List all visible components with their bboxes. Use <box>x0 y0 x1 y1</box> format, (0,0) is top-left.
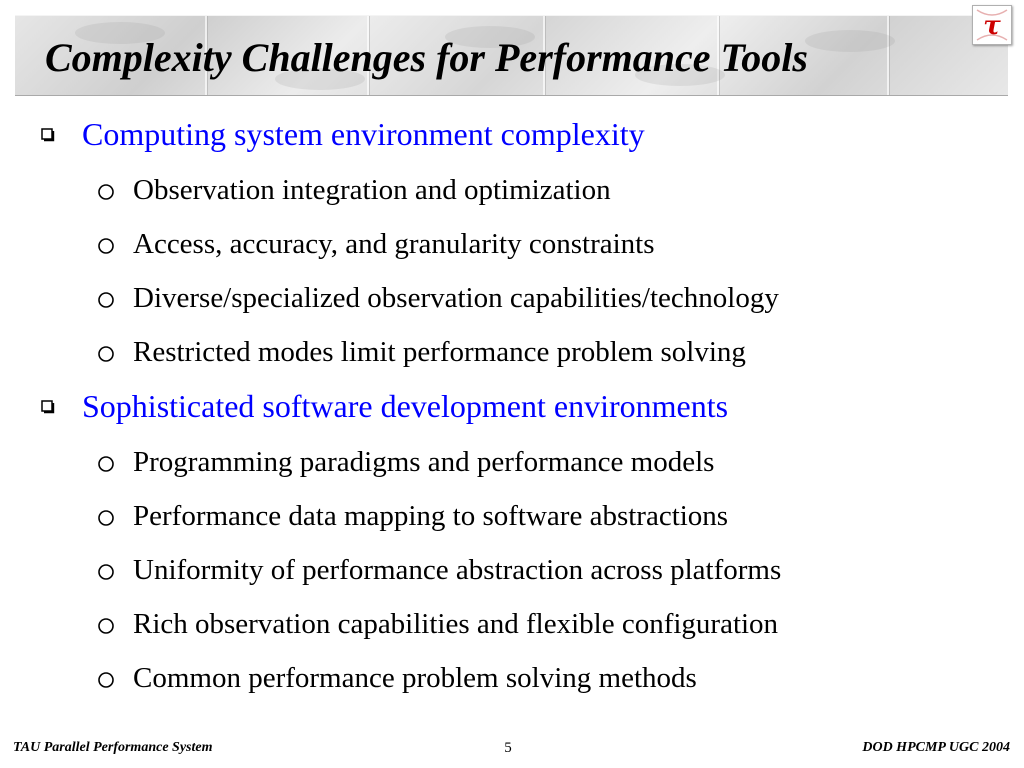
square-checkbox-icon <box>41 128 55 142</box>
sub-bullet-item <box>0 218 1024 272</box>
sub-bullet-item <box>0 164 1024 218</box>
open-circle-bullet-icon <box>96 236 116 256</box>
slide-title: Complexity Challenges for Performance Tools <box>45 35 808 80</box>
sub-bullet-item <box>0 272 1024 326</box>
footer-right-text: DOD HPCMP UGC 2004 <box>862 740 1010 755</box>
texture-seam <box>887 16 889 95</box>
open-circle-bullet-icon <box>96 182 116 202</box>
tau-logo-graphic <box>973 6 1011 44</box>
sub-bullet-item <box>0 544 1024 598</box>
page-number: 5 <box>504 740 512 756</box>
bullet-text: Sophisticated software development environments <box>82 388 729 424</box>
sub-bullet-item <box>0 326 1024 380</box>
square-checkbox-icon <box>41 400 55 414</box>
sub-bullet-item <box>0 652 1024 706</box>
sub-bullet-text: Diverse/specialized observation capabilities/technology <box>133 282 779 314</box>
slide-footer <box>0 740 1024 762</box>
bullet-list <box>0 108 1024 706</box>
sub-bullet-text: Programming paradigms and performance models <box>133 446 715 478</box>
sub-bullet-item <box>0 598 1024 652</box>
sub-bullet-text: Restricted modes limit performance problem solving <box>133 336 746 368</box>
tau-logo-icon <box>972 5 1012 45</box>
bullet-text: Computing system environment complexity <box>82 116 645 152</box>
open-circle-bullet-icon <box>96 562 116 582</box>
sub-bullet-text: Access, accuracy, and granularity constraints <box>133 228 655 260</box>
footer-left-text: TAU Parallel Performance System <box>13 740 213 755</box>
open-circle-bullet-icon <box>96 454 116 474</box>
sub-bullet-item <box>0 436 1024 490</box>
bullet-item <box>0 108 1024 164</box>
title-banner <box>15 15 1008 96</box>
tau-logo-glyph: τ <box>983 11 1001 41</box>
bullet-item <box>0 380 1024 436</box>
sub-bullet-text: Common performance problem solving methods <box>133 662 697 694</box>
sub-bullet-text: Performance data mapping to software abstractions <box>133 500 729 532</box>
sub-bullet-text: Rich observation capabilities and flexible configuration <box>133 608 779 640</box>
open-circle-bullet-icon <box>96 290 116 310</box>
open-circle-bullet-icon <box>96 508 116 528</box>
open-circle-bullet-icon <box>96 616 116 636</box>
sub-bullet-text: Uniformity of performance abstraction across platforms <box>133 554 782 586</box>
sub-bullet-item <box>0 490 1024 544</box>
marble-speck <box>805 30 895 52</box>
sub-bullet-text: Observation integration and optimization <box>133 174 611 206</box>
open-circle-bullet-icon <box>96 344 116 364</box>
open-circle-bullet-icon <box>96 670 116 690</box>
